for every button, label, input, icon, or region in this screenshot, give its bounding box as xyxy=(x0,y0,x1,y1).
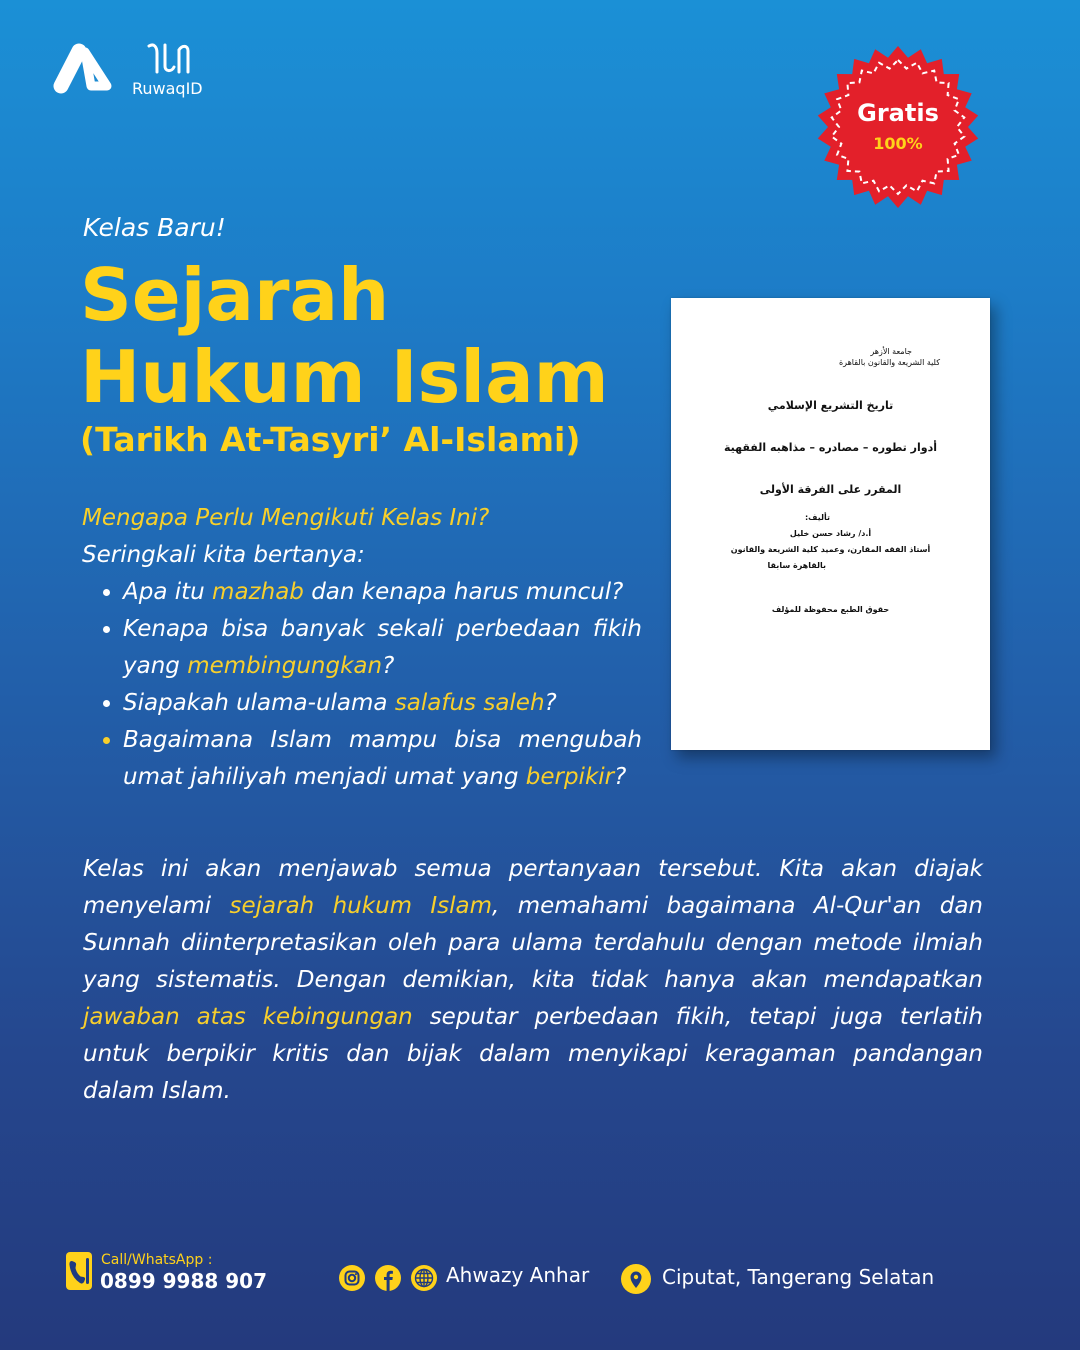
book-cover-image xyxy=(671,298,990,750)
item-highlight: salafus saleh xyxy=(394,690,545,716)
questions-section xyxy=(82,500,642,796)
paragraph-text: seputar perbedaan fikih, tetapi juga terlatih xyxy=(412,1004,983,1030)
paragraph-highlight: jawaban atas kebingungan xyxy=(83,1004,413,1030)
paragraph-line xyxy=(83,851,983,888)
item-highlight: mazhab xyxy=(212,579,304,605)
ruwaq-logo-icon xyxy=(52,40,116,98)
paragraph-text: Kelas ini akan menjawab semua pertanyaan tersebut. Kita akan diajak xyxy=(83,856,983,882)
paragraph-line xyxy=(83,925,983,962)
page-title xyxy=(80,254,609,418)
phone-icon xyxy=(66,1252,92,1290)
item-text: Siapakah ulama-ulama xyxy=(123,690,395,716)
list-item xyxy=(123,574,642,611)
book-faculty: كلية الشريعة والقانون بالقاهرة xyxy=(838,358,940,367)
item-text: Kenapa bisa banyak sekali perbedaan fikih yang xyxy=(123,616,642,679)
book-title: تاريخ التشريع الإسلامي xyxy=(767,399,894,412)
book-author-title: أستاذ الفقه المقارن، وعميد كلية الشريعة والقانون xyxy=(730,545,931,554)
title-line-2: Hukum Islam xyxy=(80,335,609,419)
paragraph-text: Sunnah diinterpretasikan oleh para ulama terdahulu dengan metode ilmiah xyxy=(83,930,983,956)
paragraph-text: menyelami xyxy=(83,893,230,919)
item-text: dan kenapa harus muncul? xyxy=(303,579,624,605)
bullet-dot xyxy=(103,737,110,744)
item-text: Bagaimana Islam mampu bisa mengubah umat jahiliyah menjadi umat yang xyxy=(123,727,642,790)
questions-heading: Mengapa Perlu Mengikuti Kelas Ini? xyxy=(82,505,490,531)
location-text: Ciputat, Tangerang Selatan xyxy=(662,1265,935,1289)
book-author: أ.د/ رشاد حسن خليل xyxy=(789,529,872,538)
paragraph-line xyxy=(83,1073,983,1110)
book-university: جامعة الأزهر xyxy=(870,347,912,356)
paragraph-highlight: sejarah hukum Islam xyxy=(229,893,493,919)
item-text: Apa itu xyxy=(123,579,213,605)
brand-name: RuwaqID xyxy=(132,79,203,98)
free-badge xyxy=(816,45,980,209)
paragraph-line xyxy=(83,999,983,1036)
item-text: ? xyxy=(382,653,395,679)
phone-number: 0899 9988 907 xyxy=(100,1269,268,1293)
book-author-title-2: بالقاهرة سابقا xyxy=(767,561,826,570)
book-subtitle: أدوار تطوره – مصادره – مذاهبه الفقهية xyxy=(723,441,938,454)
bullet-dot xyxy=(103,626,110,633)
paragraph-line xyxy=(83,888,983,925)
globe-icon xyxy=(411,1265,437,1291)
paragraph-line xyxy=(83,962,983,999)
ruwaq-arabic-mark-icon xyxy=(144,40,194,80)
item-highlight: berpikir xyxy=(525,764,615,790)
paragraph-text: , memahami bagaimana Al-Qur'an dan xyxy=(492,893,983,919)
questions-intro: Seringkali kita bertanya: xyxy=(82,542,365,568)
book-course: المقرر على الفرقة الأولى xyxy=(759,483,902,496)
badge-label: Gratis xyxy=(857,99,939,127)
title-line-1: Sejarah xyxy=(80,253,390,337)
contact-label: Call/WhatsApp : xyxy=(101,1252,213,1268)
instagram-icon xyxy=(339,1265,365,1291)
book-author-label: تأليف: xyxy=(804,513,830,522)
page-subtitle: (Tarikh At-Tasyri’ Al-Islami) xyxy=(80,420,581,459)
paragraph-line xyxy=(83,1036,983,1073)
item-highlight: membingungkan xyxy=(187,653,383,679)
bullet-dot xyxy=(103,589,110,596)
item-text: ? xyxy=(614,764,627,790)
facebook-icon xyxy=(375,1265,401,1291)
badge-starburst xyxy=(818,46,978,208)
social-handle: Ahwazy Anhar xyxy=(446,1263,590,1287)
book-copyright: حقوق الطبع محفوظة للمؤلف xyxy=(771,605,890,614)
list-item xyxy=(123,611,642,685)
badge-value: 100% xyxy=(873,134,923,153)
description-paragraph xyxy=(83,851,983,1110)
location-pin-icon xyxy=(621,1264,651,1294)
bullet-dot xyxy=(103,700,110,707)
paragraph-text: yang sistematis. Dengan demikian, kita tidak hanya akan mendapatkan xyxy=(83,967,983,993)
item-text: ? xyxy=(544,690,557,716)
kicker-text: Kelas Baru! xyxy=(83,213,226,242)
paragraph-text: dalam Islam. xyxy=(83,1078,231,1104)
questions-list xyxy=(123,574,642,796)
list-item xyxy=(123,685,642,722)
list-item xyxy=(123,722,642,796)
paragraph-text: untuk berpikir kritis dan bijak dalam menyikapi keragaman pandangan xyxy=(83,1041,983,1067)
